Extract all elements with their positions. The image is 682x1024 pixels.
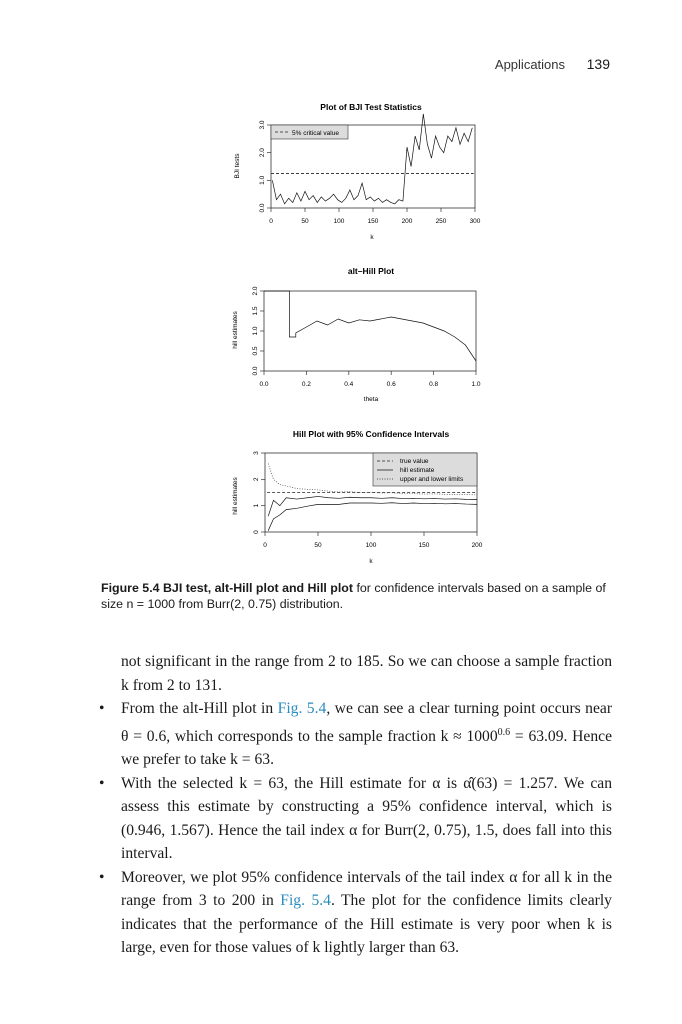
chart-title: Hill Plot with 95% Confidence Intervals	[292, 429, 450, 439]
y-axis-label: hill estimates	[232, 311, 239, 349]
page-number: 139	[586, 56, 610, 72]
hill-ci-chart	[220, 426, 500, 571]
x-tick-label: 300	[469, 218, 481, 225]
list-item: • Moreover, we plot 95% confidence intervals of the tail index α for all k in the range from 3 to 200 in Fig. 5.4. The plot for the confidence limits clearly indicates that the performance of the Hill estimate is very poor when k is large, even for those values of k lightly larger than 63.	[97, 866, 612, 960]
y-tick-label: 0.0	[259, 203, 266, 213]
y-tick-label: 1.0	[252, 326, 259, 336]
y-tick-label: 3	[253, 451, 260, 455]
legend-label-true: true value	[400, 458, 429, 465]
chart-title: Plot of BJI Test Statistics	[320, 102, 422, 112]
paragraph: not significant in the range from 2 to 185. So we can choose a sample fraction k from 2 to 131.	[121, 653, 612, 694]
x-tick-label: 100	[333, 218, 345, 225]
legend-label: 5% critical value	[292, 130, 339, 137]
x-tick-label: 50	[314, 542, 322, 549]
series-line-hill-estimate	[264, 291, 476, 361]
y-tick-label: 2.0	[259, 148, 266, 158]
x-tick-label: 0	[269, 218, 273, 225]
figure-caption	[101, 580, 613, 612]
x-tick-label: 100	[365, 542, 377, 549]
x-tick-label: 150	[367, 218, 379, 225]
x-tick-label: 50	[301, 218, 309, 225]
bullet-icon: •	[99, 700, 105, 717]
x-tick-label: 1.0	[471, 381, 481, 388]
legend-label-limits: upper and lower limits	[400, 476, 464, 483]
running-header	[495, 56, 610, 72]
alt-hill-chart	[220, 264, 500, 409]
bullet-icon: •	[99, 774, 105, 792]
figure-title: BJI test, alt-Hill plot and Hill plot	[162, 581, 353, 595]
x-axis-label: k	[369, 558, 373, 565]
y-tick-label: 0.0	[252, 366, 259, 376]
x-tick-label: 0.6	[386, 381, 396, 388]
figure-link[interactable]: Fig. 5.4	[280, 892, 331, 910]
x-tick-label: 250	[435, 218, 447, 225]
chart-title: alt–Hill Plot	[347, 266, 395, 276]
figure-link[interactable]: Fig. 5.4	[277, 700, 327, 717]
x-tick-label: 150	[418, 542, 430, 549]
figure-label: Figure 5.4	[101, 581, 160, 595]
y-tick-label: 3.0	[259, 120, 266, 130]
x-tick-label: 0.8	[429, 381, 439, 388]
y-tick-label: 1.5	[252, 306, 259, 316]
body-text	[97, 650, 612, 960]
list-item: • From the alt-Hill plot in Fig. 5.4, we can see a clear turning point occurs near θ = 0.6, which corresponds to the sample fraction $k \approx 1000^{0.6} = 63.09$. Hence we prefer to take k = 63.	[97, 697, 612, 772]
y-tick-label: 0.5	[252, 346, 259, 356]
x-axis-label: theta	[363, 396, 379, 403]
y-axis-label: hill estimates	[232, 477, 239, 515]
x-tick-label: 0	[263, 542, 267, 549]
y-tick-label: 2.0	[252, 286, 259, 296]
x-tick-label: 200	[401, 218, 413, 225]
y-tick-label: 1	[253, 503, 260, 508]
x-tick-label: 0.4	[344, 381, 354, 388]
y-tick-label: 0	[253, 530, 260, 534]
x-tick-label: 200	[471, 542, 483, 549]
bullet-icon: •	[99, 868, 105, 886]
legend	[271, 125, 348, 139]
legend	[373, 453, 477, 486]
y-axis-label: BJI tests	[234, 153, 241, 179]
y-tick-label: 1.0	[259, 175, 266, 185]
x-tick-label: 0.0	[259, 381, 269, 388]
x-tick-label: 0.2	[301, 381, 311, 388]
series-line-hill-estimate	[268, 496, 477, 516]
figure-caption-text: for confidence intervals based on a sample of size n = 1000 from Burr(2, 0.75) distribution.	[101, 581, 606, 611]
series-line-lower-limit	[268, 503, 477, 531]
y-tick-label: 2	[253, 477, 260, 482]
legend-label-hill: hill estimate	[400, 467, 435, 474]
x-axis-label: k	[370, 234, 374, 241]
chart-marks	[252, 286, 481, 388]
list-item: • With the selected k = 63, the Hill estimate for α is α̂(63) = 1.257. We can assess this estimate by constructing a 95% confidence interval, which is (0.946, 1.567). Hence the tail index α for Burr(2, 0.75), 1.5, does fall into this interval.	[97, 772, 612, 866]
bji-test-chart	[220, 96, 500, 246]
bullet-list	[97, 697, 612, 960]
section-title: Applications	[494, 57, 566, 72]
